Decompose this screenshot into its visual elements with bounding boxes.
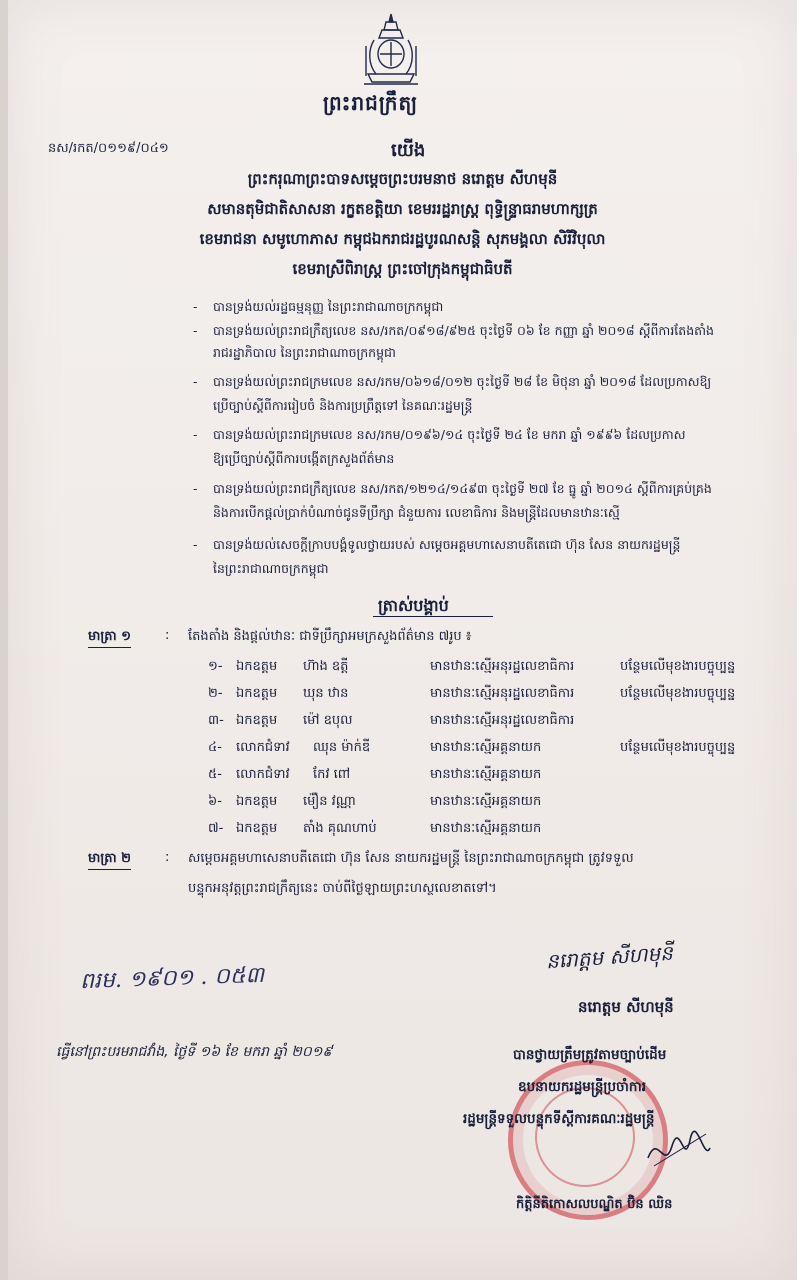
seal-holder-name: កិត្តិនីតិកោសលបណ្ឌិត ប៊ិន ឈិន: [516, 1197, 673, 1212]
appointee-name: កែវ ពៅ: [313, 767, 351, 782]
preamble-text: បានទ្រង់យល់ព្រះរាជក្រឹត្យលេខ នស/រកត/១២១៤/១៤៩៣ ចុះថ្ងៃទី ២៧ ខែ ធ្នូ ឆ្នាំ ២០១៤ ស្តីពីការគ្រប់គ្រង: [213, 481, 712, 496]
appointee-note: បន្ថែមលើមុខងារបច្ចុប្បន្ន: [620, 740, 736, 755]
royal-title-line: ព្រះករុណាព្រះបាទសម្តេចព្រះបរមនាថ នរោត្តម សីហមុនី: [247, 170, 558, 188]
section-title: ត្រាស់បង្គាប់: [378, 596, 449, 615]
article2-line2: បន្ទុកអនុវត្តព្រះរាជក្រឹត្យនេះ ចាប់ពីថ្ងៃឡាយព្រះហស្ថលេខាតទៅ។: [188, 881, 497, 896]
appointee-rank: មានឋានៈស្មើអគ្គនាយក: [430, 794, 542, 809]
document-page: [8, 0, 797, 1280]
king-name: នរោត្តម សីហមុនី: [578, 998, 674, 1016]
article1-colon: :: [165, 628, 170, 643]
section-underline: [373, 616, 493, 617]
appointee-name: ហ៊ាង ឧត្តី: [303, 659, 349, 674]
article2-label: មាត្រា ២: [88, 850, 131, 870]
royal-title-line: ខេមរាជនា សមូហោភាស កម្ពុជឯករាជរដ្ឋបូរណសន្តិ សុភមង្គលា សិរីវិបុលា: [199, 230, 606, 248]
appointee-num: ៤-: [208, 740, 222, 755]
preamble-text: បានទ្រង់យល់សេចក្តីក្រាបបង្គំទូលថ្វាយរបស់ សម្តេចអគ្គមហាសេនាបតីតេជោ ហ៊ុន សែន នាយករដ្ឋមន្ត្រី: [213, 537, 681, 552]
preamble-text-cont: នៃព្រះរាជាណាចក្រកម្ពុជា: [213, 561, 329, 576]
reference-number: នស/រកត/០១១៩/០៤១: [48, 141, 169, 156]
appointee-name: ឈុន ម៉ាក់ឌី: [313, 740, 371, 755]
appointee-title: ឯកឧត្តម: [236, 659, 278, 674]
royal-title-line: សមានតុមិជាតិសាសនា រក្ខតខត្តិយា ខេមររដ្ឋរាស្ត្រ ពុទ្ធិន្ទ្រាធរាមហាក្សត្រ: [207, 200, 598, 218]
appointee-title: ឯកឧត្តម: [236, 686, 278, 701]
preamble-item: - បានទ្រង់យល់ព្រះរាជក្រឹត្យលេខ នស/រកត/១២១៤/១៤៩៣ ចុះថ្ងៃទី ២៧ ខែ ធ្នូ ឆ្នាំ ២០១៤ ស្តីពីការគ្រប់គ្រង: [193, 481, 712, 496]
appointee-rank: មានឋានៈស្មើអគ្គនាយក: [430, 740, 542, 755]
preamble-text-cont: និងការបើកផ្តល់ប្រាក់បំណាច់ជូនទីប្រឹក្សា ជំនួយការ លេខាធិការ និងមន្ត្រីដែលមានឋានៈស្មើ: [213, 505, 620, 520]
article2-line1: សម្តេចអគ្គមហាសេនាបតីតេជោ ហ៊ុន សែន នាយករដ្ឋមន្ត្រី នៃព្រះរាជាណាចក្រកម្ពុជា ត្រូវទទួល: [188, 851, 634, 866]
appointee-rank: មានឋានៈស្មើអនុរដ្ឋលេខាធិការ: [430, 713, 575, 728]
appointee-title: លោកជំទាវ: [236, 767, 290, 782]
appointee-name: ម៉ឿន វណ្ណា: [303, 794, 356, 809]
appointee-note: បន្ថែមលើមុខងារបច្ចុប្បន្ន: [620, 659, 736, 674]
royal-arms-emblem-icon: [360, 12, 422, 90]
appointee-num: ៥-: [208, 767, 222, 782]
preamble-item: - បានទ្រង់យល់ព្រះរាជក្រឹត្យលេខ នស/រកត/០៩១៨/៩២៥ ចុះថ្ងៃទី ០៦ ខែ កញ្ញា ឆ្នាំ ២០១៨ ស្តីពីការតែងតាំង: [193, 323, 714, 338]
preamble-item: - បានទ្រង់យល់ព្រះរាជក្រមលេខ នស/រកម/០៦១៨/០១២ ចុះថ្ងៃទី ២៨ ខែ មិថុនា ឆ្នាំ ២០១៨ ដែលប្រកាសឱ្យ: [193, 374, 712, 389]
appointee-name: ម៉ៅ ឧបុល: [303, 713, 353, 728]
appointee-rank: មានឋានៈស្មើអនុរដ្ឋលេខាធិការ: [430, 659, 575, 674]
appointee-rank: មានឋានៈស្មើអនុរដ្ឋលេខាធិការ: [430, 686, 575, 701]
countersign-line: ឧបនាយករដ្ឋមន្ត្រីប្រចាំការ: [518, 1079, 647, 1095]
appointee-num: ១-: [208, 659, 223, 674]
royal-handwritten-signature: នរោត្តម សីហមុនី: [545, 940, 674, 974]
appointee-name: ឃុន ឋាន: [303, 686, 349, 701]
countersign-signature-icon: [644, 1128, 714, 1174]
royal-title-line: ខេមរាស្រីពិរាស្ត្រ ព្រះចៅក្រុងកម្ពុជាធិបតី: [292, 260, 513, 278]
document-title: ព្រះរាជក្រឹត្យ: [323, 91, 419, 115]
place-and-date: ធ្វើនៅព្រះបរមរាជវាំង, ថ្ងៃទី ១៦ ខែ មករា ឆ្នាំ ២០១៩: [56, 1044, 333, 1060]
preamble-text: បានទ្រង់យល់ព្រះរាជក្រមលេខ នស/រកម/០៦១៨/០១២ ចុះថ្ងៃទី ២៨ ខែ មិថុនា ឆ្នាំ ២០១៨ ដែលប្រកាសឱ្យ: [213, 374, 712, 389]
preamble-text: បានទ្រង់យល់ព្រះរាជក្រឹត្យលេខ នស/រកត/០៩១៨/៩២៥ ចុះថ្ងៃទី ០៦ ខែ កញ្ញា ឆ្នាំ ២០១៨ ស្តីពីការតែងតាំង: [213, 323, 714, 338]
preamble-text-cont: រាជរដ្ឋាភិបាល នៃព្រះរាជាណាចក្រកម្ពុជា: [213, 345, 396, 360]
preamble-text-cont: ឱ្យប្រើច្បាប់ស្តីពីការបង្កើតក្រសួងព័ត៌មាន: [213, 451, 395, 466]
preamble-item: - បានទ្រង់យល់ព្រះរាជក្រមលេខ នស/រកម/០១៩៦/១៤ ចុះថ្ងៃទី ២៤ ខែ មករា ឆ្នាំ ១៩៩៦ ដែលប្រកាស: [193, 427, 686, 442]
appointee-title: ឯកឧត្តម: [236, 794, 278, 809]
appointee-title: ឯកឧត្តម: [236, 713, 278, 728]
appointee-rank: មានឋានៈស្មើអគ្គនាយក: [430, 821, 542, 836]
appointee-num: ៦-: [208, 794, 222, 809]
article1-label: មាត្រា ១: [88, 628, 131, 648]
appointee-name: តាំង គុណហាប់: [303, 821, 377, 836]
appointee-title: លោកជំទាវ: [236, 740, 290, 755]
preamble-text: បានទ្រង់យល់ព្រះរាជក្រមលេខ នស/រកម/០១៩៦/១៤ ចុះថ្ងៃទី ២៤ ខែ មករា ឆ្នាំ ១៩៩៦ ដែលប្រកាស: [213, 427, 686, 442]
article1-text: តែងតាំង និងផ្តល់ឋានៈ ជាទីប្រឹក្សាអមក្រសួងព័ត៌មាន ៧រូប ៖: [188, 629, 472, 644]
countersign-line: រដ្ឋមន្ត្រីទទួលបន្ទុកទីស្តីការគណៈរដ្ឋមន្ត្រី: [463, 1111, 655, 1127]
appointee-note: បន្ថែមលើមុខងារបច្ចុប្បន្ន: [620, 686, 736, 701]
preamble-text: បានទ្រង់យល់រដ្ឋធម្មនុញ្ញ នៃព្រះរាជាណាចក្រកម្ពុជា: [213, 299, 444, 314]
appointee-num: ៧-: [208, 821, 224, 836]
heading-we: យើង: [391, 140, 426, 161]
handwritten-date-note: ពរម. ១៩០១ . ០៥៣: [79, 962, 265, 995]
appointee-rank: មានឋានៈស្មើអគ្គនាយក: [430, 767, 542, 782]
countersign-line: បានថ្វាយត្រឹមត្រូវតាមច្បាប់ដើម: [513, 1047, 667, 1063]
seal-inner-ring: [535, 1087, 635, 1187]
appointee-num: ៣-: [208, 713, 224, 728]
appointee-num: ២-: [208, 686, 223, 701]
preamble-item: - បានទ្រង់យល់សេចក្តីក្រាបបង្គំទូលថ្វាយរបស់ សម្តេចអគ្គមហាសេនាបតីតេជោ ហ៊ុន សែន នាយករដ្ឋមន្ត្រី: [193, 537, 681, 552]
preamble-item: - បានទ្រង់យល់រដ្ឋធម្មនុញ្ញ នៃព្រះរាជាណាចក្រកម្ពុជា: [193, 299, 444, 314]
article2-colon: :: [165, 850, 170, 865]
preamble-text-cont: ប្រើច្បាប់ស្តីពីការរៀបចំ និងការប្រព្រឹត្តទៅ នៃគណៈរដ្ឋមន្ត្រី: [213, 398, 473, 413]
appointee-title: ឯកឧត្តម: [236, 821, 278, 836]
